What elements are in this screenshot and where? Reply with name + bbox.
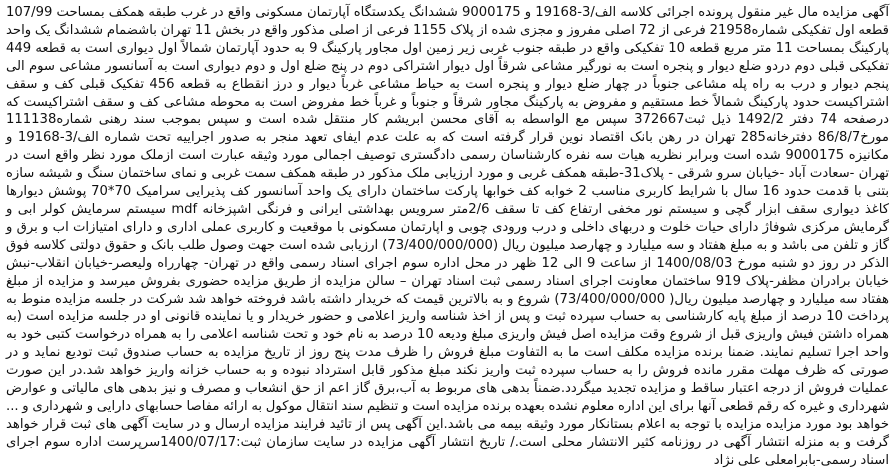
auction-notice-text: آگهی مزایده مال غیر منقول پرونده اجرائی کلاسه الف/3-19168 و 9000175 ششدانگ یکدستگاه آپارتمان مسکونی واقع در غرب طبقه همکف بمساحت 107/99 قطعه اول تفکیکی شماره21958 فرعی از 72 اصلی مفروز و مجزی شده از پلاک 1155 فرعی از اصلی مذکور واقع در بخش 11 تهران باشضمام ششدانگ یک واحد پارکینگ بمساحت 11 متر مربع قطعه 10 تفکیکی واقع در طبقه جنوب غربی زیر زمین اول مجاور پارکینگ 9 به حدود آپارتمان شمالاً اول دیواری است به قطعه 449 تفکیکی قبلی دوم دردو ضلع دیوار و پنجره است به نورگیر مشاعی شرقاً اول دیوار اشتراکی دوم در پنج ضلع اول و دوم دیواری است به آسانسور مشاعی سوم الی پنجم دیوار و درب به راه پله مشاعی جنوباً در چهار ضلع دیوار و پنجره است به حیاط مشاعی غرباً دیوار و درز انقطاع به قطعه 456 تفکیک قبلی کف و سقف اشتراکیست حدود پارکینگ شمالاً خط مستقیم و مفروض به پارکینگ مجاور شرقاً و جنوباً و غرباً خط مفروض است به محوطه مشاعی کف و سقف اشتراکیست که درصفحه 74 دفتر 1492/2 ذیل ثبت372667 سپس مع الواسطه به آقای محسن ابریشم کار منتقل شده است و سپس بموجب سند رهنی شماره111138 مورخ86/8/7 دفترخانه285 تهران در رهن بانک اقتصاد نوین قرار گرفته است که به علت عدم ایفای تعهد منجر به صدور اجراییه تحت شماره الف/3-19168 و مکانیزه 9000175 شده است وبرابر نظریه هیات سه نفره کارشناسان رسمی دادگستری توصیف اجمالی مورد وثیقه عبارت است ازملک مورد نظر واقع است در تهران -سعادت آباد -خیابان سرو شرقی - پلاک31-طبقه همکف غربی و مورد ارزیابی ملک مذکور در طبقه همکف سمت غربی و نمای ساختمان سنگ و شیشه سازه بتنی با قدمت حدود 16 سال با شرایط کاربری مناسب 2 خوابه کف خوابها پارکت ساختمان دارای یک واحد آسانسور کف پذیرایی سرامیک 70*70 پوشش دیوارها کاغذ دیواری سقف ابزار گچی و سیستم نور مخفی ارتفاع کف تا سقف 2/6متر سرویس بهداشتی ایرانی و فرنگی اشپزخانه mdf سیستم سرمایش کولر ابی و گرمایش مرکزی شوفاژ دارای حیات خلوت و دربهای داخلی و درب ورودی چوبی و اپارتمان مسکونی با موقعیت و کاربری عملی اداری و دارای امتیازات اب و برق و گاز و تلفن می باشد و به مبلغ هفتاد و سه میلیارد و چهارصد میلیون ریال (73/400/000/000) ارزیابی شده است جهت وصول طلب بانک و حقوق دولتی کلاسه فوق الذکر در روز دو شنبه مورخ 1400/08/03 از ساعت 9 الی 12 ظهر در محل اداره سوم اجرای اسناد رسمی واقع در تهران- چهارراه ولیعصر-خیابان انقلاب-نبش خیابان برادران مظفر-پلاک 919 ساختمان معاونت اجرای اسناد رسمی ثبت اسناد تهران – سالن مزایده از طریق مزایده حضوری بفروش میرسد و مزایده از مبلغ هفتاد سه میلیارد و چهارصد میلیون ریال( 73/400/000/000) شروع و به بالاترین قیمت که خریدار داشته باشد فروخته خواهد شد شرکت در جلسه مزایده منوط به پرداخت 10 درصد از مبلغ پایه کارشناسی به حساب سپرده ثبت و پس از اخذ شناسه واریز اعلامی و حضور خریدار و یا نماینده قانونی او در جلسه مزایده است (به همراه داشتن فیش واریزی قبل از شروع وقت مزایده اصل فیش واریزی مبلغ ودیعه 10 درصد به نام خود و تحت شناسه اعلامی را به همراه درخواست کتبی خود به واحد اجرا تسلیم نمایند. ضمنا برنده مزایده مکلف است ما به التفاوت مبلغ فروش را ظرف مدت پنج روز از تاریخ مزایده به حساب صندوق ثبت تودیع نماید و در صورتی که ظرف مهلت مقرر مانده فروش را به حساب سپرده ثبت واریز نکند مبلغ مذکور قابل استرداد نبوده و به حساب خزانه واریز خواهد شد.در این صورت عملیات فروش از درجه اعتبار ساقط و مزایده تجدید میگردد.ضمناً بدهی های مربوط به آب،برق گاز اعم از حق انشعاب و مصرف و نیز بدهی های مالیاتی و عوارض شهرداری و غیره که رقم قطعی آنها برای این اداره معلوم نشده بعهده برنده مزایده است و تنظیم سند انتقال موکول به ارائه مفاصا حسابهای دارایی و شهرداری و ... خواهد بود مورد مزایده مزایده با توجه به اعلام بستانکار مورد وثیقه بیمه می باشد.این آگهی پس از تائید فرایند مزایده ارسال و در سایت آگهی های ثبت قرار خواهد گرفت و به منزله انتشار آگهی در روزنامه کثیر الانتشار محلی است./ تاریخ انتشار آگهی مزایده در سایت سازمان ثبت:1400/07/17سرپرست اداره سوم اجرای اسناد رسمی-بابرامعلی علی نژاد bbox=[6, 5, 890, 468]
